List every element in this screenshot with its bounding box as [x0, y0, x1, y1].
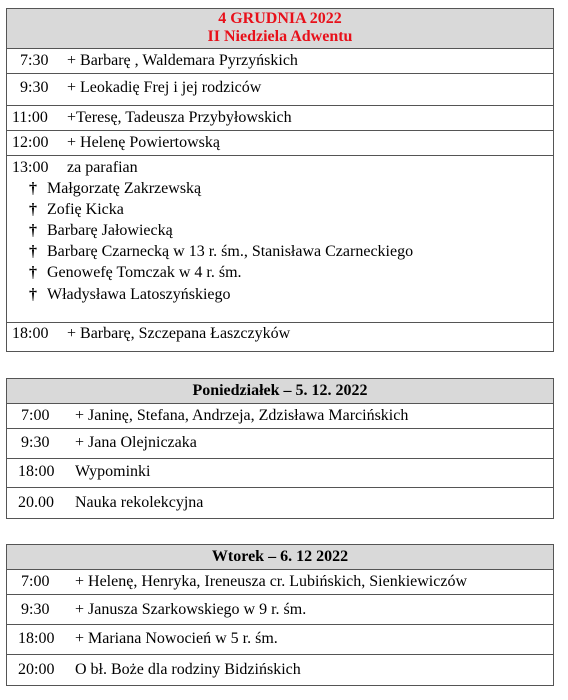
mass-time: 18:00	[18, 463, 55, 480]
cross-icon: †	[29, 222, 37, 239]
mass-time: 18:00	[18, 630, 55, 647]
deceased-name: Genowefę Tomczak w 4 r. śm.	[47, 264, 242, 281]
mass-intention: Wypominki	[75, 463, 151, 480]
table-row	[7, 625, 553, 655]
mass-time: 7:00	[21, 573, 50, 590]
mass-time: 11:00	[12, 109, 48, 126]
deceased-name: Barbarę Czarnecką w 13 r. śm., Stanisława Czarneckiego	[47, 243, 414, 260]
mass-intention: Nauka rekolekcyjna	[75, 494, 204, 511]
table-row	[7, 459, 553, 488]
mass-time: 9:30	[21, 601, 50, 618]
mass-intention: za parafian	[67, 159, 138, 176]
cross-icon: †	[29, 264, 37, 281]
table-row	[7, 570, 553, 595]
table-row	[7, 488, 553, 519]
table-row	[7, 404, 553, 429]
mass-intention: + Barbarę, Szczepana Łaszczyków	[67, 325, 291, 342]
mass-intention: + Jana Olejniczaka	[75, 434, 197, 451]
mass-time: 9:30	[20, 79, 49, 96]
list-item	[29, 284, 231, 305]
list-item	[29, 241, 413, 262]
table-row-parish-block	[7, 156, 553, 323]
cross-icon: †	[29, 201, 37, 218]
sunday-schedule-table	[6, 8, 554, 352]
mass-time: 7:00	[21, 407, 50, 424]
mass-intention: + Mariana Nowocień w 5 r. śm.	[75, 630, 278, 647]
monday-header: Poniedziałek – 5. 12. 2022	[7, 379, 553, 404]
list-item	[29, 199, 124, 220]
table-row	[7, 49, 553, 74]
mass-intention: + Janinę, Stefana, Andrzeja, Zdzisława Marcińskich	[75, 407, 409, 424]
list-item	[29, 262, 242, 283]
mass-time: 13:00	[12, 159, 49, 176]
deceased-name: Władysława Latoszyńskiego	[47, 286, 231, 303]
monday-schedule-table	[6, 378, 554, 519]
mass-time: 20:00	[18, 661, 55, 678]
deceased-name: Barbarę Jałowiecką	[47, 222, 173, 239]
list-item	[29, 220, 173, 241]
mass-time: 9:30	[21, 434, 50, 451]
table-row	[7, 655, 553, 686]
cross-icon: †	[29, 286, 37, 303]
table-row	[7, 106, 553, 131]
mass-intention: + Barbarę , Waldemara Pyrzyńskich	[67, 52, 298, 69]
table-row	[7, 323, 553, 346]
tuesday-schedule-table	[6, 544, 554, 686]
mass-time: 7:30	[20, 52, 49, 69]
mass-time: 18:00	[12, 325, 49, 342]
mass-intention: + Helenę Powiertowską	[67, 134, 220, 151]
cross-icon: †	[29, 243, 37, 260]
table-row	[7, 131, 553, 156]
mass-intention: + Janusza Szarkowskiego w 9 r. śm.	[75, 601, 307, 618]
mass-time: 20.00	[18, 494, 54, 511]
tuesday-header: Wtorek – 6. 12 2022	[7, 545, 553, 570]
list-item	[29, 178, 201, 199]
deceased-name: Małgorzatę Zakrzewską	[47, 180, 202, 197]
table-row	[7, 429, 553, 459]
mass-intention: +Teresę, Tadeusza Przybyłowskich	[67, 109, 292, 126]
mass-intention: + Leokadię Frej i jej rodziców	[67, 79, 262, 96]
mass-intention: O bł. Boże dla rodziny Bidzińskich	[75, 661, 301, 678]
table-row	[7, 595, 553, 625]
cross-icon: †	[29, 180, 37, 197]
sunday-date-title: 4 GRUDNIA 2022	[218, 10, 342, 27]
mass-time: 12:00	[12, 134, 49, 151]
sunday-header	[7, 9, 553, 49]
mass-intention: + Helenę, Henryka, Ireneusza cr. Lubińskich, Sienkiewiczów	[75, 573, 467, 590]
table-row	[7, 74, 553, 106]
sunday-feast-title: II Niedziela Adwentu	[207, 28, 353, 45]
deceased-name: Zofię Kicka	[47, 201, 124, 218]
